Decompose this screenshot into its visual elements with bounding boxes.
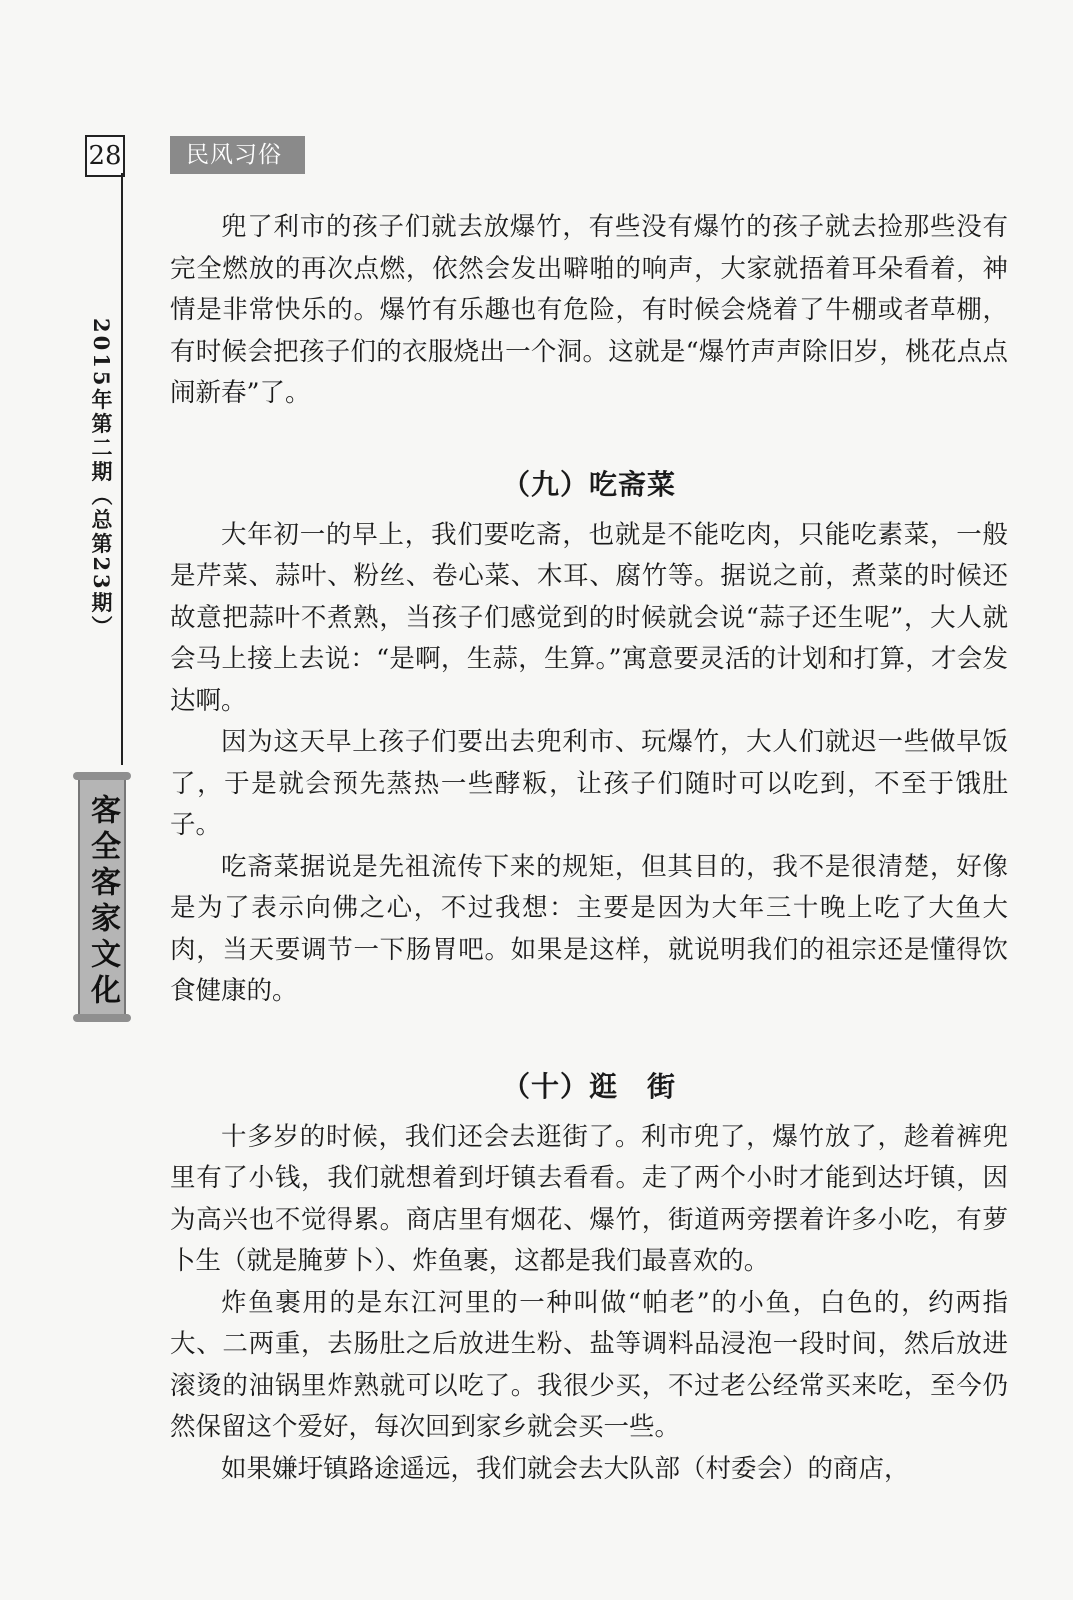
scroll-rod-top xyxy=(73,772,131,780)
section-10-title: （十）逛 街 xyxy=(501,1069,676,1103)
section-9-paragraph-3: 吃斋菜据说是先祖流传下来的规矩，但其目的，我不是很清楚，好像是为了表示向佛之心，不过我想：主要是因为大年三十晚上吃了大鱼大肉，当天要调节一下肠胃吧。如果是这样，就说明我们的祖宗还是懂得饮食健康的。 xyxy=(170,851,1008,1006)
section-10-paragraph-1: 十多岁的时候，我们还会去逛街了。利市兜了，爆竹放了，趁着裤兜里有了小钱，我们就想着到圩镇去看看。走了两个小时才能到达圩镇，因为高兴也不觉得累。商店里有烟花、爆竹，街道两旁摆着许多小吃，有萝卜生（就是腌萝卜）、炸鱼裹，这都是我们最喜欢的。 xyxy=(170,1121,1008,1276)
section-tag: 民风习俗 xyxy=(170,136,305,174)
scroll-rod-bottom xyxy=(73,1014,131,1022)
scroll-calligraphy: 客全客家文化 xyxy=(78,780,126,1014)
article-body xyxy=(170,207,1008,1490)
section-9-paragraph-1: 大年初一的早上，我们要吃斋，也就是不能吃肉，只能吃素菜，一般是芹菜、蒜叶、粉丝、卷心菜、木耳、腐竹等。据说之前，煮菜的时候还故意把蒜叶不煮熟，当孩子们感觉到的时候就会说“蒜子还生呢”，大人就会马上接上去说：“是啊，生蒜，生算。”寓意要灵活的计划和打算，才会发达啊。 xyxy=(170,519,1008,716)
page-number: 28 xyxy=(85,135,125,177)
section-9-paragraph-2: 因为这天早上孩子们要出去兜利市、玩爆竹，大人们就迟一些做早饭了，于是就会预先蒸热一些酵粄，让孩子们随时可以吃到，不至于饿肚子。 xyxy=(170,727,1008,840)
intro-paragraph: 兜了利市的孩子们就去放爆竹，有些没有爆竹的孩子就去捡那些没有完全燃放的再次点燃，依然会发出噼啪的响声，大家就捂着耳朵看着，神情是非常快乐的。爆竹有乐趣也有危险，有时候会烧着了牛棚或者草棚，有时候会把孩子们的衣服烧出一个洞。这就是“爆竹声声除旧岁，桃花点点闹新春”了。 xyxy=(170,212,1008,408)
section-10-paragraph-2: 炸鱼裹用的是东江河里的一种叫做“帕老”的小鱼，白色的，约两指大、二两重，去肠肚之后放进生粉、盐等调料品浸泡一段时间，然后放进滚烫的油锅里炸熟就可以吃了。我很少买，不过老公经常买来吃，至今仍然保留这个爱好，每次回到家乡就会买一些。 xyxy=(170,1287,1008,1442)
margin-rule xyxy=(121,173,123,765)
section-10-paragraph-3: 如果嫌圩镇路途遥远，我们就会去大队部（村委会）的商店， xyxy=(221,1453,910,1484)
section-9-title: （九）吃斋菜 xyxy=(501,467,676,501)
scroll-ornament xyxy=(73,772,131,1022)
issue-label: 2015年第二期（总第23期） xyxy=(89,318,114,640)
